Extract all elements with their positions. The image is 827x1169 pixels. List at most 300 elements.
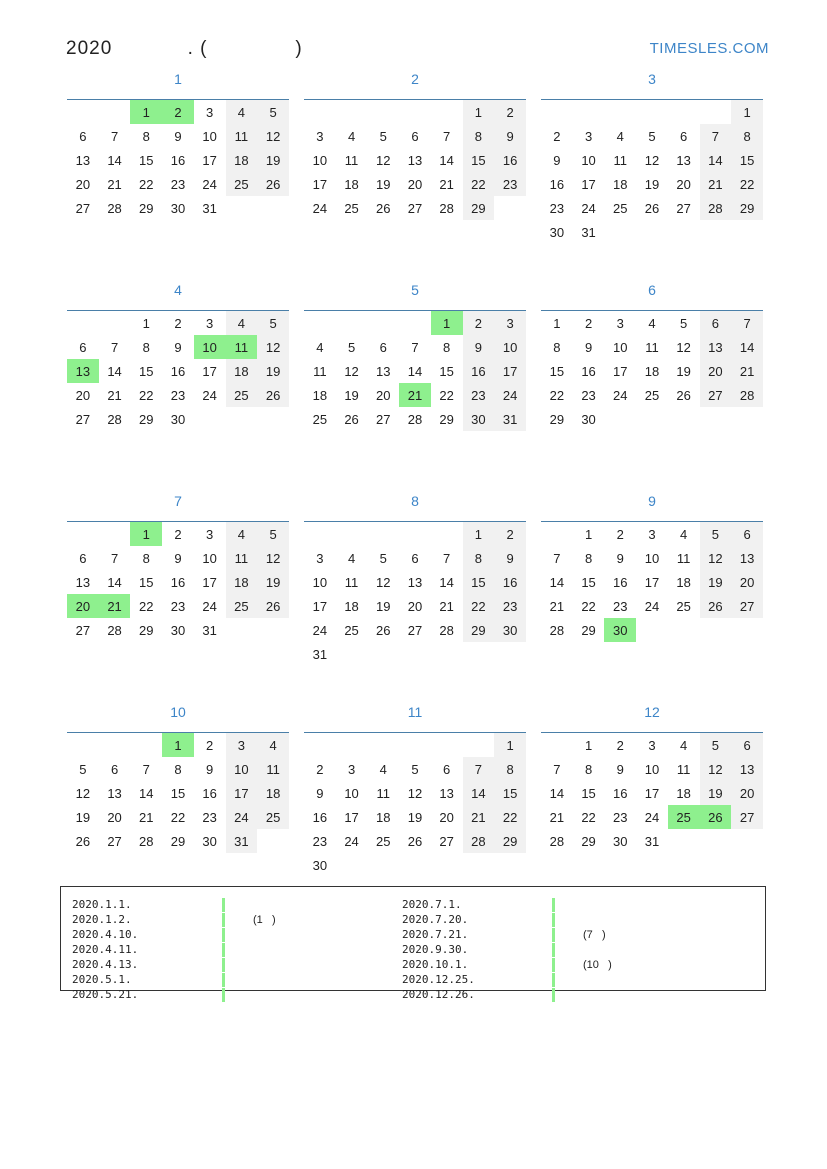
day-cell-empty: [668, 618, 700, 642]
day-cell: 4: [379, 761, 387, 777]
week-row: [67, 124, 289, 148]
day-cell: 5: [648, 128, 656, 144]
week-row: [541, 407, 763, 431]
day-cell: 27: [376, 411, 391, 427]
week-row: [541, 757, 763, 781]
legend-row: [72, 957, 392, 972]
day-cell-holiday: 1: [130, 522, 162, 547]
week-row: [304, 642, 526, 666]
day-cell-empty: [226, 618, 258, 642]
legend-row: [72, 927, 392, 942]
day-cell-empty: [463, 733, 495, 758]
day-cell: 26: [376, 622, 391, 638]
week-row: [304, 594, 526, 618]
day-cell: 26: [644, 200, 660, 216]
day-cell: 9: [494, 124, 526, 148]
day-cell: 22: [549, 387, 565, 403]
day-cell: 3: [648, 526, 656, 542]
day-cell-empty: [67, 100, 99, 125]
month-block: [297, 490, 533, 701]
month-table: [541, 99, 763, 244]
week-row: [67, 335, 289, 359]
day-cell: 15: [549, 363, 565, 379]
day-cell: 3: [316, 128, 324, 144]
day-cell: 12: [700, 546, 732, 570]
day-cell: 3: [616, 315, 624, 331]
day-cell: 7: [700, 124, 732, 148]
day-cell: 17: [202, 152, 217, 168]
day-cell-holiday: 1: [162, 733, 194, 758]
day-cell: 15: [731, 148, 763, 172]
day-cell: 26: [376, 200, 391, 216]
legend-color-swatch: [552, 928, 555, 942]
day-cell: 1: [584, 737, 593, 753]
day-cell-empty: [541, 100, 573, 125]
legend-date: 2020.10.1.: [402, 958, 469, 971]
day-cell: 8: [584, 761, 593, 777]
day-cell-empty: [399, 311, 431, 336]
day-cell: 19: [676, 363, 691, 379]
day-cell-empty: [367, 853, 399, 877]
day-cell: 6: [79, 128, 87, 144]
day-cell: 23: [202, 809, 217, 825]
day-cell: 8: [463, 546, 495, 570]
day-cell-empty: [668, 100, 700, 125]
day-cell: 13: [731, 546, 763, 570]
day-cell: 18: [257, 781, 289, 805]
month-table: [67, 521, 289, 642]
month-table: [541, 521, 763, 642]
legend-color-swatch: [552, 988, 555, 1002]
holiday-legend: [60, 886, 766, 1001]
day-cell-empty: [257, 196, 289, 220]
day-cell-empty: [336, 522, 368, 547]
day-cell: 18: [226, 359, 258, 383]
day-cell: 19: [644, 176, 660, 192]
day-cell: 25: [344, 200, 359, 216]
day-cell: 2: [584, 315, 593, 331]
day-cell: 30: [613, 833, 628, 849]
month-title: 10: [170, 704, 186, 720]
day-cell: 1: [463, 100, 495, 125]
day-cell: 7: [411, 339, 419, 355]
day-cell: 14: [107, 152, 122, 168]
day-cell-empty: [431, 522, 463, 547]
day-cell: 2: [463, 311, 495, 336]
day-cell: 31: [226, 829, 258, 853]
day-cell: 7: [110, 550, 119, 566]
day-cell-empty: [636, 100, 668, 125]
month-block: [60, 490, 296, 701]
legend-row: [402, 912, 732, 927]
day-cell: 28: [107, 411, 122, 427]
day-cell: 28: [107, 200, 122, 216]
day-cell: 13: [407, 152, 423, 168]
legend-row: [402, 897, 732, 912]
month-title: 7: [174, 493, 182, 509]
day-cell: 21: [549, 598, 565, 614]
day-cell: 18: [376, 809, 391, 825]
day-cell-empty: [336, 853, 368, 877]
week-row: [304, 383, 526, 407]
day-cell: 9: [494, 546, 526, 570]
day-cell: 21: [107, 387, 122, 403]
day-cell-empty: [494, 196, 526, 220]
legend-color-swatch: [222, 943, 225, 957]
day-cell: 26: [75, 833, 91, 849]
day-cell-empty: [731, 829, 763, 853]
week-row: [304, 172, 526, 196]
month-block: [60, 279, 296, 490]
day-cell-empty: [399, 733, 431, 758]
month-title: 12: [644, 704, 660, 720]
month-title: 2: [411, 71, 419, 87]
day-cell: 10: [644, 550, 660, 566]
day-cell: 13: [75, 574, 91, 590]
day-cell-empty: [463, 853, 495, 877]
day-cell-empty: [700, 829, 732, 853]
day-cell: 22: [494, 805, 526, 829]
day-cell-empty: [130, 733, 162, 758]
week-row: [67, 407, 289, 431]
week-row: [541, 100, 763, 125]
day-cell: 2: [494, 100, 526, 125]
day-cell: 30: [170, 622, 186, 638]
day-cell: 18: [676, 574, 691, 590]
day-cell: 13: [407, 574, 423, 590]
day-cell: 11: [613, 152, 627, 168]
day-cell: 9: [316, 785, 324, 801]
day-cell: 8: [142, 550, 150, 566]
day-cell: 12: [344, 363, 359, 379]
page-title: 2020 . ( ): [66, 38, 303, 59]
day-cell: 22: [581, 598, 596, 614]
day-cell: 6: [411, 128, 419, 144]
week-row: [67, 570, 289, 594]
day-cell: 2: [174, 526, 182, 542]
week-row: [541, 148, 763, 172]
day-cell: 18: [644, 363, 660, 379]
week-row: [304, 148, 526, 172]
day-cell: 20: [676, 176, 691, 192]
day-cell: 4: [616, 128, 624, 144]
month-title: 5: [411, 282, 419, 298]
day-cell: 25: [344, 622, 359, 638]
day-cell-empty: [304, 733, 336, 758]
day-cell: 13: [107, 785, 122, 801]
legend-color-swatch: [222, 973, 225, 987]
day-cell: 19: [376, 176, 391, 192]
day-cell: 8: [174, 761, 182, 777]
day-cell: 22: [139, 387, 154, 403]
legend-row: [72, 912, 392, 927]
month-title: 4: [174, 282, 182, 298]
day-cell: 10: [344, 785, 359, 801]
day-cell: 23: [581, 387, 596, 403]
legend-date: 2020.4.10.: [72, 928, 139, 941]
week-row: [541, 172, 763, 196]
day-cell: 10: [312, 574, 328, 590]
day-cell: 12: [376, 574, 391, 590]
day-cell: 13: [676, 152, 691, 168]
day-cell: 12: [257, 124, 289, 148]
day-cell: 21: [463, 805, 495, 829]
day-cell: 15: [170, 785, 186, 801]
legend-color-swatch: [552, 958, 555, 972]
week-row: [304, 124, 526, 148]
day-cell: 20: [731, 781, 763, 805]
day-cell: 26: [257, 172, 289, 196]
day-cell: 29: [139, 411, 154, 427]
day-cell: 10: [226, 757, 258, 781]
day-cell: 24: [312, 200, 328, 216]
legend-date: 2020.12.25.: [402, 973, 475, 986]
day-cell: 28: [700, 196, 732, 220]
day-cell: 11: [344, 152, 359, 168]
day-cell: 27: [107, 833, 122, 849]
day-cell: 5: [680, 315, 688, 331]
day-cell-empty: [399, 853, 431, 877]
month-table: [67, 99, 289, 220]
day-cell: 23: [494, 594, 526, 618]
day-cell-empty: [99, 733, 131, 758]
day-cell-holiday: 21: [99, 594, 131, 618]
day-cell: 29: [463, 196, 495, 220]
day-cell: 16: [170, 574, 186, 590]
legend-date: 2020.5.1.: [72, 973, 132, 986]
day-cell: 7: [731, 311, 763, 336]
day-cell: 16: [581, 363, 596, 379]
day-cell: 16: [613, 574, 628, 590]
day-cell: 12: [75, 785, 91, 801]
day-cell: 16: [202, 785, 217, 801]
day-cell: 22: [463, 172, 495, 196]
day-cell: 4: [680, 737, 688, 753]
day-cell: 28: [439, 200, 454, 216]
week-row: [304, 311, 526, 336]
day-cell: 6: [731, 733, 763, 758]
day-cell: 14: [463, 781, 495, 805]
day-cell: 15: [581, 574, 596, 590]
day-cell: 14: [139, 785, 154, 801]
day-cell: 5: [79, 761, 87, 777]
day-cell: 7: [463, 757, 495, 781]
week-row: [541, 618, 763, 642]
day-cell: 17: [312, 176, 328, 192]
day-cell-empty: [367, 522, 399, 547]
day-cell: 27: [75, 411, 91, 427]
day-cell: 25: [376, 833, 391, 849]
day-cell: 4: [226, 522, 258, 547]
day-cell-empty: [336, 733, 368, 758]
month-title: 9: [648, 493, 656, 509]
month-block: [60, 68, 296, 279]
day-cell: 28: [407, 411, 423, 427]
day-cell-holiday: 20: [67, 594, 99, 618]
day-cell: 25: [226, 594, 258, 618]
day-cell: 5: [700, 733, 732, 758]
day-cell: 28: [107, 622, 122, 638]
day-cell: 13: [439, 785, 454, 801]
day-cell: 16: [170, 363, 186, 379]
day-cell: 8: [142, 128, 150, 144]
day-cell: 14: [407, 363, 423, 379]
day-cell-empty: [636, 618, 668, 642]
legend-date: 2020.4.11.: [72, 943, 139, 956]
day-cell: 5: [411, 761, 419, 777]
legend-row: [402, 927, 732, 942]
week-row: [304, 781, 526, 805]
day-cell: 29: [139, 622, 154, 638]
calendar-grid: [60, 68, 770, 912]
month-table: [541, 732, 763, 853]
day-cell: 26: [700, 594, 732, 618]
day-cell-holiday: 11: [226, 335, 258, 359]
day-cell: 3: [316, 550, 324, 566]
day-cell: 29: [731, 196, 763, 220]
day-cell: 1: [584, 526, 593, 542]
day-cell: 19: [344, 387, 359, 403]
day-cell: 27: [75, 622, 91, 638]
day-cell-empty: [367, 311, 399, 336]
day-cell: 25: [226, 172, 258, 196]
month-block: [297, 68, 533, 279]
day-cell: 2: [553, 128, 561, 144]
day-cell-empty: [431, 100, 463, 125]
day-cell: 5: [257, 100, 289, 125]
legend-row: [72, 987, 392, 1002]
day-cell: 22: [439, 387, 454, 403]
day-cell: 20: [731, 570, 763, 594]
day-cell-holiday: 10: [194, 335, 226, 359]
day-cell: 6: [110, 761, 119, 777]
day-cell: 1: [494, 733, 526, 758]
day-cell-empty: [226, 196, 258, 220]
week-row: [541, 805, 763, 829]
day-cell: 22: [139, 176, 154, 192]
day-cell: 12: [407, 785, 423, 801]
day-cell-holiday: 25: [668, 805, 700, 829]
week-row: [304, 733, 526, 758]
day-cell-holiday: 21: [399, 383, 431, 407]
week-row: [67, 829, 289, 853]
day-cell: 24: [312, 622, 328, 638]
legend-date: 2020.1.1.: [72, 898, 132, 911]
day-cell: 26: [257, 383, 289, 407]
day-cell-empty: [99, 311, 131, 336]
day-cell: 3: [584, 128, 593, 144]
day-cell: 24: [202, 598, 217, 614]
day-cell-empty: [257, 829, 289, 853]
day-cell: 7: [110, 128, 119, 144]
week-row: [304, 359, 526, 383]
week-row: [541, 546, 763, 570]
day-cell: 29: [439, 411, 454, 427]
day-cell: 23: [463, 383, 495, 407]
day-cell: 21: [107, 176, 122, 192]
day-cell: 11: [226, 124, 258, 148]
day-cell: 27: [700, 383, 732, 407]
day-cell: 30: [581, 411, 596, 427]
month-table: [67, 732, 289, 853]
day-cell: 19: [257, 148, 289, 172]
day-cell: 4: [680, 526, 688, 542]
day-cell: 29: [581, 622, 596, 638]
day-cell: 6: [79, 339, 87, 355]
day-cell: 20: [107, 809, 122, 825]
day-cell: 18: [226, 148, 258, 172]
day-cell: 28: [463, 829, 495, 853]
day-cell: 2: [316, 761, 324, 777]
day-cell: 31: [312, 646, 328, 662]
day-cell: 11: [676, 550, 691, 566]
day-cell: 11: [376, 785, 390, 801]
legend-color-swatch: [552, 898, 555, 912]
day-cell: 25: [312, 411, 328, 427]
legend-date: 2020.1.2.: [72, 913, 132, 926]
day-cell: 10: [581, 152, 596, 168]
day-cell: 19: [257, 359, 289, 383]
day-cell: 27: [75, 200, 91, 216]
day-cell: 8: [443, 339, 451, 355]
day-cell-empty: [700, 407, 732, 431]
month-table: [304, 521, 526, 666]
day-cell: 15: [139, 152, 154, 168]
week-row: [67, 311, 289, 336]
day-cell: 6: [79, 550, 87, 566]
week-row: [541, 733, 763, 758]
day-cell: 31: [644, 833, 660, 849]
day-cell: 9: [174, 339, 182, 355]
week-row: [541, 335, 763, 359]
day-cell-empty: [99, 522, 131, 547]
day-cell: 30: [170, 411, 186, 427]
day-cell: 14: [439, 152, 454, 168]
day-cell: 13: [700, 335, 732, 359]
legend-row: [402, 942, 732, 957]
day-cell: 9: [584, 339, 593, 355]
day-cell: 30: [170, 200, 186, 216]
day-cell: 3: [226, 733, 258, 758]
day-cell-empty: [99, 100, 131, 125]
day-cell-empty: [541, 733, 573, 758]
day-cell: 3: [206, 315, 214, 331]
day-cell-holiday: 26: [700, 805, 732, 829]
day-cell: 17: [312, 598, 328, 614]
day-cell-empty: [399, 522, 431, 547]
day-cell: 21: [139, 809, 154, 825]
week-row: [67, 100, 289, 125]
day-cell: 5: [347, 339, 356, 355]
day-cell-empty: [700, 100, 732, 125]
month-block: [534, 490, 770, 701]
day-cell: 18: [226, 570, 258, 594]
day-cell: 28: [139, 833, 154, 849]
day-cell: 24: [644, 809, 660, 825]
week-row: [67, 522, 289, 547]
day-cell-empty: [336, 642, 368, 666]
day-cell: 27: [731, 805, 763, 829]
week-row: [541, 124, 763, 148]
day-cell-holiday: 1: [431, 311, 463, 336]
day-cell: 24: [202, 176, 217, 192]
month-title: 8: [411, 493, 419, 509]
week-row: [304, 757, 526, 781]
day-cell: 23: [613, 809, 628, 825]
day-cell: 26: [407, 833, 423, 849]
day-cell: 22: [139, 598, 154, 614]
legend-date: 2020.4.13.: [72, 958, 139, 971]
